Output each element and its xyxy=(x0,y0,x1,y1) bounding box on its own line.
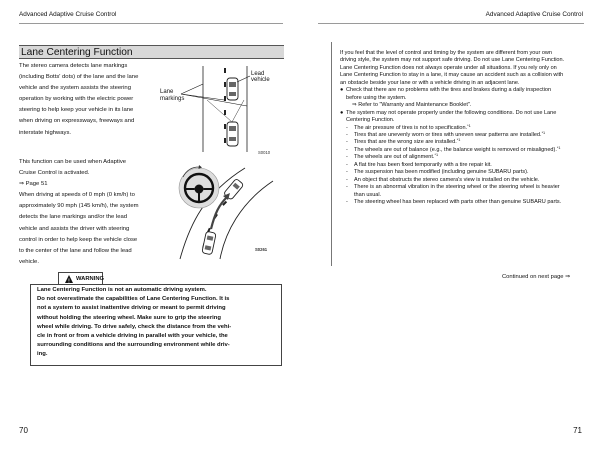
condition-item: - The steering wheel has been replaced with parts other than genuine SUBARU parts. xyxy=(346,199,562,206)
warning-label: WARNING xyxy=(76,275,105,282)
svg-text:!: ! xyxy=(68,278,70,285)
condition-item: - The wheels are out of alignment.$^{*1}$ xyxy=(346,153,439,161)
warning-line: not a system to assist inattentive driving or meant to permit driving xyxy=(37,305,226,312)
label-lane-markings: Lane xyxy=(160,89,174,95)
section-title: Lane Centering Function xyxy=(19,45,284,59)
warning-line: Lane Centering Function is not an automatic driving system. xyxy=(37,287,207,293)
bullet-conditions: ● The system may not operate properly under the following conditions. Do not use Lane Centering Function. xyxy=(340,109,557,124)
running-header-right: Advanced Adaptive Cruise Control xyxy=(485,11,583,18)
label-lane-markings-2: markings xyxy=(160,96,185,102)
condition-item: - A flat tire has been fixed temporarily with a tire repair kit. xyxy=(346,161,492,168)
page-number-right: 71 xyxy=(573,426,582,435)
steering-wheel-icon xyxy=(179,165,219,208)
usage-line: to the center of the lane and follow the lead xyxy=(19,247,132,254)
figure-code-bottom: S0261 xyxy=(255,247,268,252)
intro-line: interstate highways. xyxy=(19,129,72,136)
usage-line: approximately 90 mph (145 km/h), the system xyxy=(19,203,139,210)
column-divider xyxy=(331,42,332,266)
paragraph-limitations: Lane Centering Function does not always operate under all situations. If you rely only on Lane Centering Function to stay in a lane, it may cause an accident such as a collision with an obstacle beside your lane or with a vehicle driving in an adjacent lane. xyxy=(340,64,564,86)
figure-code-top: S0010 xyxy=(258,150,271,155)
usage-line: This function can be used when Adaptive xyxy=(19,159,127,165)
intro-line: steering to help keep your vehicle in its lane xyxy=(19,107,134,114)
continued-next-page-link[interactable]: Continued on next page ⇒ xyxy=(501,274,570,280)
own-vehicle-shape xyxy=(227,122,238,146)
intro-paragraph xyxy=(19,61,159,139)
usage-line: detects the lane markings and/or the lead xyxy=(19,214,128,221)
condition-item: - The suspension has been modified (including genuine SUBARU parts). xyxy=(346,169,529,176)
condition-item: - The wheels are out of balance (e.g., the balance weight is removed or misaligned).$^{*1}$ xyxy=(346,145,561,153)
header-rule-left xyxy=(19,23,283,24)
label-lead-vehicle: Lead xyxy=(251,71,265,77)
own-vehicle-curve xyxy=(202,231,216,255)
condition-item: - There is an abnormal vibration in the steering wheel or the steering wheel is heavier than usual. xyxy=(346,184,560,198)
intro-line: The stereo camera detects lane markings xyxy=(19,63,128,69)
page-number-left: 70 xyxy=(19,426,28,435)
warning-line: cle in front or from a vehicle driving in parallel with your vehicle, the xyxy=(37,333,228,340)
lead-vehicle-shape xyxy=(227,78,238,100)
curve-steering-figure xyxy=(175,163,275,260)
header-rule-right xyxy=(318,23,584,24)
botts-dots xyxy=(224,68,226,143)
bullet-check-tires: ● Check that there are no problems with the tires and brakes during a daily inspection before using the system. xyxy=(340,87,552,101)
warning-line: Do not overestimate the capabilities of Lane Centering Function. It is xyxy=(37,296,230,303)
intro-line: (including Botts' dots) of the lane and the lane xyxy=(19,74,139,81)
paragraph-driving-style: If you feel that the level of control and timing by the system are different from your own driving style, the system may not support safe driving. Do not use Lane Centering Function. xyxy=(340,50,565,64)
usage-line: vehicle and assists the driver with steering xyxy=(19,225,130,232)
lane-diagram-figure xyxy=(155,64,280,158)
right-column-text xyxy=(340,50,568,207)
running-header-left: Advanced Adaptive Cruise Control xyxy=(19,11,117,18)
intro-line: when driving on expressways, freeways and xyxy=(19,118,135,125)
usage-line: control in order to help keep the vehicle close xyxy=(19,236,138,243)
condition-item: - Tires that are unevenly worn or tires with uneven wear patterns are installed.$^{*1}$ xyxy=(346,130,546,138)
usage-line: When driving at speeds of 0 mph (0 km/h) to xyxy=(19,192,135,199)
warning-line: ing. xyxy=(37,351,48,358)
warning-line: wheel while driving. To drive safely, check the distance from the vehi- xyxy=(37,323,232,330)
usage-line: Cruise Control is activated. xyxy=(19,170,90,177)
warning-tab xyxy=(58,272,103,284)
usage-paragraph xyxy=(19,157,159,268)
intro-line: vehicle and the system assists the steering xyxy=(19,85,131,92)
condition-item: - The air pressure of tires is not to specification.$^{*1}$ xyxy=(346,123,471,131)
warning-text xyxy=(37,286,280,360)
usage-line: vehicle. xyxy=(19,258,39,265)
warning-line: surrounding conditions and the surrounding environment while driv- xyxy=(37,342,230,349)
intro-line: operation by working with the electric power xyxy=(19,96,134,103)
page-reference-link[interactable]: ⇒ Page 51 xyxy=(19,181,48,188)
condition-item: - An object that obstructs the stereo camera's view is installed on the vehicle. xyxy=(346,176,540,183)
condition-item: - Tires that are the wrong size are installed.$^{*1}$ xyxy=(346,138,461,146)
label-lead-vehicle-2: vehicle xyxy=(251,77,270,83)
warranty-reference-link[interactable]: ⇒ Refer to "Warranty and Maintenance Booklet". xyxy=(352,102,472,109)
warning-line: without holding the steering wheel. Make sure to grip the steering xyxy=(37,314,221,321)
